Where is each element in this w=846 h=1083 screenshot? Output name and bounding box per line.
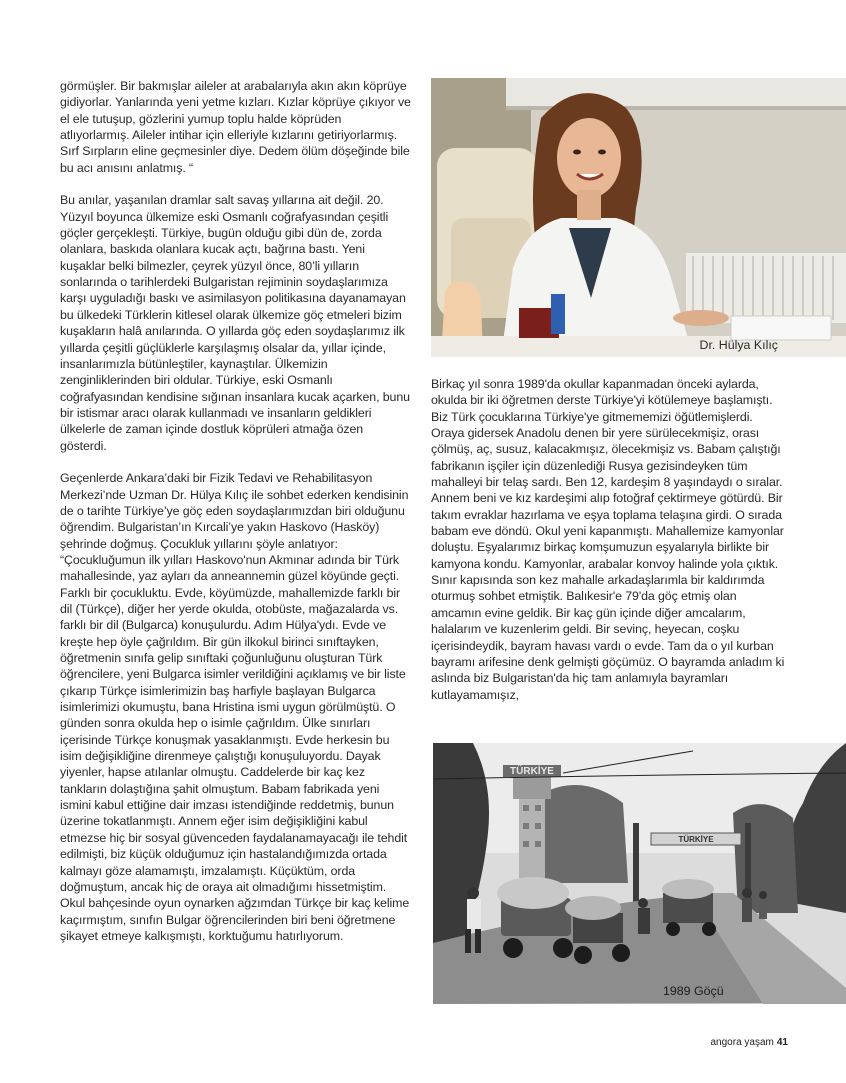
page-footer	[711, 1037, 789, 1048]
tower-sign: TÜRKİYE	[510, 766, 554, 777]
article-paragraph: Birkaç yıl sonra 1989'da okullar kapanmadan önceki aylarda, okulda bir iki öğretmen derste Türkiye'yi kötülemeye başlamıştı. Biz Türk çocuklarına Türkiye'ye gitmememizi öğütlemişlerdi. Oraya gidersek Anadolu denen bir yere sürülecekmişiz, orası çölmüş, aç, susuz, kalacakmışız, ölecekmişiz vs. Babam çalıştığı fabrikanın işçiler için düzenlediği Rusya gezisindeyken tüm mahalleyi bir telaş sardı. Ben 12, kardeşim 8 yaşındaydı o sıralar. Annem beni ve kız kardeşimi alıp fotoğraf çektirmeye götürdü. Bir takım evraklar hazırlama ve eşya toplama telaşına girdi. O sırada babam eve döndü. Okul yeni kapanmıştı. Mahallemize kamyonlar doluştu. Eşyalarımız birkaç komşumuzun eşyalarıyla birlikte bir kamyona kondu. Kamyonlar, arabalar konvoy halinde yola çıktık. Sınır kapısında son kez mahalle arkadaşlarımla bir kaldırımda oturmuş sohbet etmiştik. Balıkesir'e 79'da göç etmiş olan amcamın evine geldik. Bir kaç gün içinde diğer amcalarım, halalarım ve kuzenlerim geldi. Bir sevinç, heyecan, coşku içerisindeydik, bayram havası vardı o evde. Tam da o yıl kurban bayramı arifesine denk gelmişti göçümüz. O bayramda anladım ki aslında biz Bulgaristan'da hiç tam anlamıyla bayramları kutlayamamışız,	[431, 377, 785, 702]
right-article-column	[431, 376, 787, 703]
gate-sign: TÜRKİYE	[678, 835, 714, 844]
magazine-name: angora yaşam	[710, 1037, 774, 1048]
border-crossing-illustration	[433, 743, 846, 1004]
article-paragraph: Geçenlerde Ankara’daki bir Fizik Tedavi ve Rehabilitasyon Merkezi’nde Uzman Dr. Hülya Kılıç ile sohbet ederken kendisinin de o tarihte Türkiye’ye göç eden soydaşlarımızdan biri olduğunu öğrendim. Bulgaristan’ın Kırcali’ye yakın Haskovo (Hasköy) şehrinde doğmuş. Çocukluk yıllarını şöyle anlatıyor: “Çocukluğumun ilk yılları Haskovo'nun Akmınar adında bir Türk mahallesinde, yaz ayları da anneannemin güzel köyünde geçti. Farklı bir çocukluktu. Evde, köyümüzde, mahallemizde farklı bir dil (Türkçe), diğer her yerde okulda, otobüste, mağazalarda vs. farklı bir dil (Bulgarca) konuşulurdu. Adım Hülya'ydı. Evde ve kreşte hep öyle çağrıldım. Bir gün ilkokul birinci sınıftayken, öğretmenin sınıfa gelip sınıftaki çoğunluğunu oluşturan Türk öğrencilere, yeni Bulgarca isimler verildiğini açıklamış ve bir liste çıkarıp Türkçe isimlerimizin baş harfiyle başlayan Bulgarca isimlerimizi okumuştu, bana Hristina ismi uygun görülmüştü. O günden sonra okulda hep o isimle çağrıldım. Ülke sınırları içerisinde Türkçe konuşmak yasaklanmıştı. Evde herkesin bu isim değişikliğine direnmeye çalıştığı konuşuluyordu. Dayak yiyenler, hapse atılanlar olmuştu. Caddelerde bir kaç kez tankların dolaştığına şahit olmuştum. Babam fabrikada yeni ismini kabul ettiğine dair imzası istendiğinde reddetmiş, bunun üzerine tokatlanmıştı. Annem eğer isim değişikliğini kabul etmezse hiç bir sosyal güvenceden faydalanamayacağı ile tehdit edilmişti, biz küçük olduğumuz için hastalandığımızda ortada kalmayı göze alamamıştı, imzalamıştı. Küçüktüm, orda doğmuştum, ancak hiç de oraya ait olmadığımı hissetmiştim. Okul bahçesinde oyun oynarken ağzımdan Türkçe bir kaç kelime kaçırmıştım, sınıfın Bulgar öğrencilerinden biri beni öğretmene şikayet etmeye kalkışmıştı, korktuğumu hatırlıyorum.	[60, 471, 410, 943]
page-number: 41	[776, 1037, 788, 1048]
article-paragraph: görmüşler. Bir bakmışlar aileler at arabalarıyla akın akın köprüye gidiyorlar. Yanlarında yeni yetme kızları. Kızlar köprüye çıkıyor ve el ele tutuşup, gözlerini yumup toplu halde köprüden atlıyorlarmış. Aileler intihar için elleriyle kızlarını getiriyorlarmış. Sırf Sırpların eline geçmesinler diye. Dedem ölüm döşeğinde bile bu acı anısını anlatmış. “	[60, 79, 411, 175]
portrait-illustration	[431, 78, 846, 357]
border-caption: 1989 Göçü	[663, 984, 724, 998]
portrait-caption: Dr. Hülya Kılıç	[699, 338, 778, 352]
border-crossing-photo	[433, 743, 846, 1004]
portrait-photo	[431, 78, 846, 357]
article-paragraph: Bu anılar, yaşanılan dramlar salt savaş yıllarına ait değil. 20. Yüzyıl boyunca ülkemize eski Osmanlı coğrafyasından çeşitli göçler gerçekleşti. Türkiye, bugün olduğu gibi dün de, zorda olanlara, baskıda olanlara kucak açtı, bağrına bastı. Yeni kuşaklar belki bilmezler, çeyrek yüzyıl önce, 80’li yılların sonlarında o tarihlerdeki Bulgaristan rejiminin soydaşlarımıza karşı uyguladığı baskı ve asimilasyon politikasına dayanamayan bu ülkedeki Türklerin kitlesel olarak ülkemize göç etmeleri bizim kuşakların halâ anılarında. O yıllarda göç eden soydaşlarımız ilk yıllarda çeşitli güçlüklerle karşılaşmış olsalar da, yıllar içinde, insanlarımızla bütünleştiler, kaynaştılar. Ülkemizin zenginliklerinden biri oldular. Türkiye, eski Osmanlı coğrafyasından kendisine sığınan insanlara kucak açarken, bunu bir istismar aracı olarak kullanmadı ve insanların geldikleri ülkelerle de zaman içinde dostluk köprüleri atmağa özen gösterdi.	[60, 193, 410, 453]
left-article-column	[60, 78, 412, 961]
